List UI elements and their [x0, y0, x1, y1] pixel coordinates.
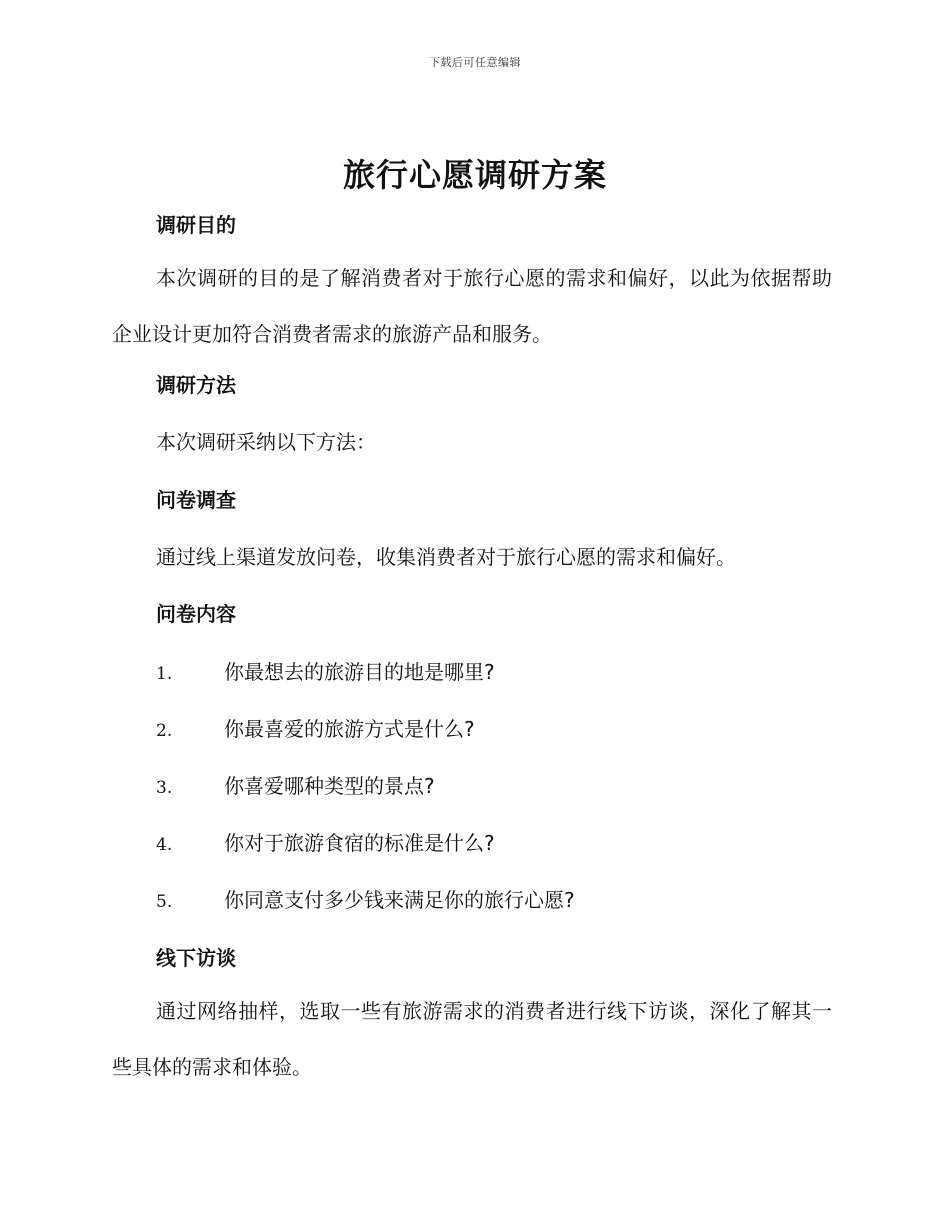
- list-item: [156, 884, 836, 913]
- list-item-text: 你同意支付多少钱来满足你的旅行心愿?: [224, 888, 575, 912]
- list-item-text: 你最想去的旅游目的地是哪里?: [224, 660, 495, 684]
- list-item-number: 2.: [156, 721, 173, 741]
- list-item: [156, 770, 836, 799]
- section-heading-method: 调研方法: [156, 373, 236, 397]
- section-heading-survey: 问卷调查: [156, 488, 236, 512]
- interview-paragraph: 通过网络抽样，选取一些有旅游需求的消费者进行线下访谈，深化了解其一些具体的需求和体验。: [112, 999, 832, 1079]
- section-heading-purpose: 调研目的: [156, 213, 236, 237]
- list-item-text: 你对于旅游食宿的标准是什么?: [224, 831, 495, 855]
- list-item-text: 你最喜爱的旅游方式是什么?: [224, 717, 475, 741]
- document-title: 旅行心愿调研方案: [342, 156, 607, 194]
- survey-paragraph: 通过线上渠道发放问卷，收集消费者对于旅行心愿的需求和偏好。: [156, 545, 736, 569]
- list-item-number: 3.: [156, 778, 173, 798]
- method-intro-text: 本次调研采纳以下方法：: [156, 430, 376, 454]
- purpose-paragraph: 本次调研的目的是了解消费者对于旅行心愿的需求和偏好，以此为依据帮助企业设计更加符合消费者需求的旅游产品和服务。: [112, 266, 832, 346]
- list-item-number: 4.: [156, 835, 173, 855]
- list-item: [156, 713, 836, 742]
- list-item-text: 你喜爱哪种类型的景点?: [224, 774, 435, 798]
- list-item-number: 5.: [156, 892, 173, 912]
- section-heading-questionnaire: 问卷内容: [156, 602, 236, 626]
- section-heading-interview: 线下访谈: [156, 946, 236, 970]
- list-item-number: 1.: [156, 664, 173, 684]
- page-header-note: 下载后可任意编辑: [429, 56, 521, 69]
- list-item: [156, 656, 836, 685]
- list-item: [156, 827, 836, 856]
